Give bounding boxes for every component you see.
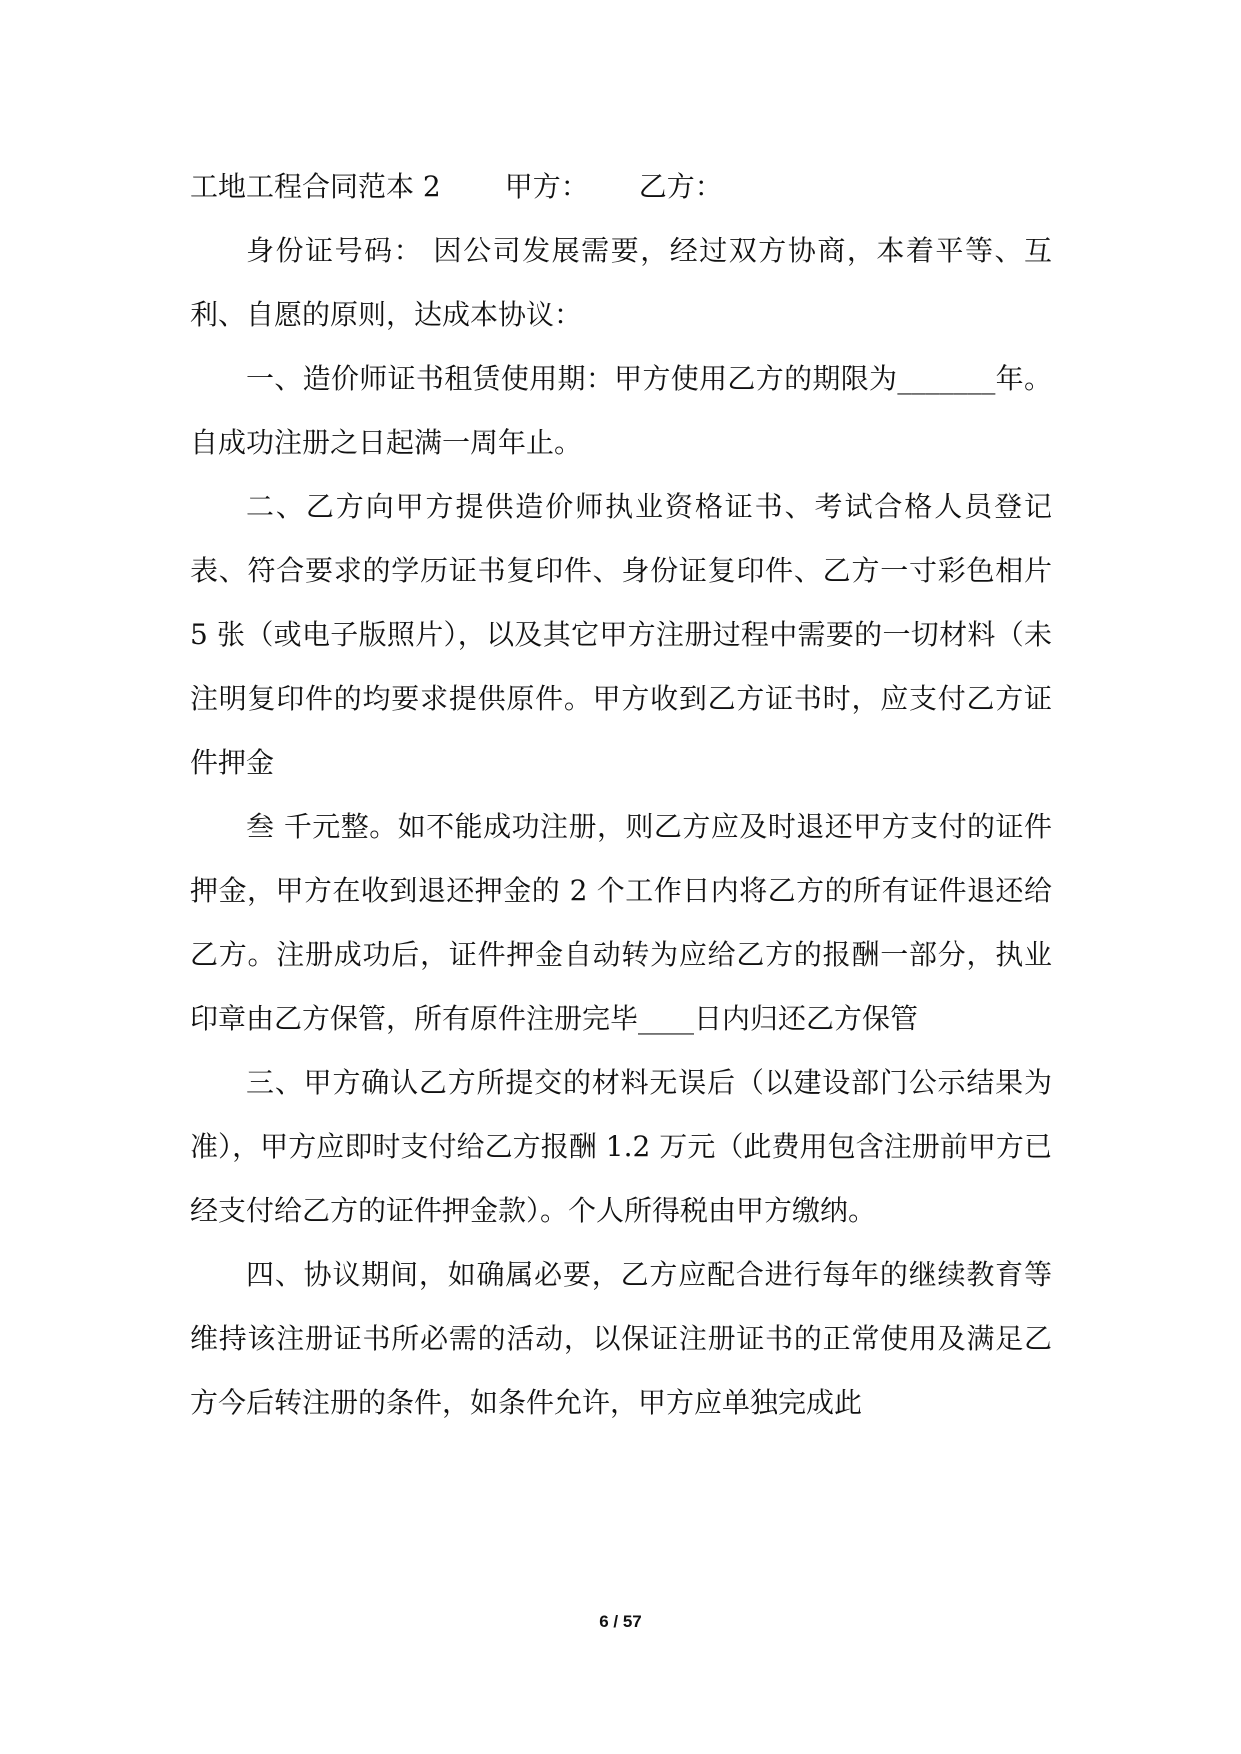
paragraph-intro: 身份证号码： 因公司发展需要，经过双方协商，本着平等、互利、自愿的原则，达成本协议： — [190, 234, 1052, 331]
paragraph-clause-1: 一、造价师证书租赁使用期：甲方使用乙方的期限为_______年。自成功注册之日起满一周年止。 — [190, 362, 1052, 459]
paragraph-clause-2-continued: 叁 千元整。如不能成功注册，则乙方应及时退还甲方支付的证件押金，甲方在收到退还押金的 2 个工作日内将乙方的所有证件退还给乙方。注册成功后，证件押金自动转为应给乙方的报酬一部分，执业印章由乙方保管，所有原件注册完毕____日内归还乙方保管 — [190, 810, 1052, 1035]
document-body — [190, 155, 1052, 1435]
paragraph-clause-3: 三、甲方确认乙方所提交的材料无误后（以建设部门公示结果为准），甲方应即时支付给乙方报酬 1.2 万元（此费用包含注册前甲方已经支付给乙方的证件押金款）。个人所得税由甲方缴纳。 — [190, 1066, 1052, 1227]
title-line — [190, 155, 1052, 219]
paragraph-clause-4: 四、协议期间，如确属必要，乙方应配合进行每年的继续教育等维持该注册证书所必需的活动，以保证注册证书的正常使用及满足乙方今后转注册的条件，如条件允许，甲方应单独完成此 — [190, 1258, 1052, 1419]
paragraph-clause-2: 二、乙方向甲方提供造价师执业资格证书、考试合格人员登记表、符合要求的学历证书复印件、身份证复印件、乙方一寸彩色相片 5 张（或电子版照片），以及其它甲方注册过程中需要的一切材料（未注明复印件的均要求提供原件。甲方收到乙方证书时，应支付乙方证件押金 — [190, 490, 1052, 779]
party-a-label: 甲方： — [504, 170, 589, 203]
party-b-label: 乙方： — [638, 170, 723, 203]
page-number: 6 / 57 — [599, 1612, 642, 1631]
document-title: 工地工程合同范本 2 — [190, 170, 441, 203]
